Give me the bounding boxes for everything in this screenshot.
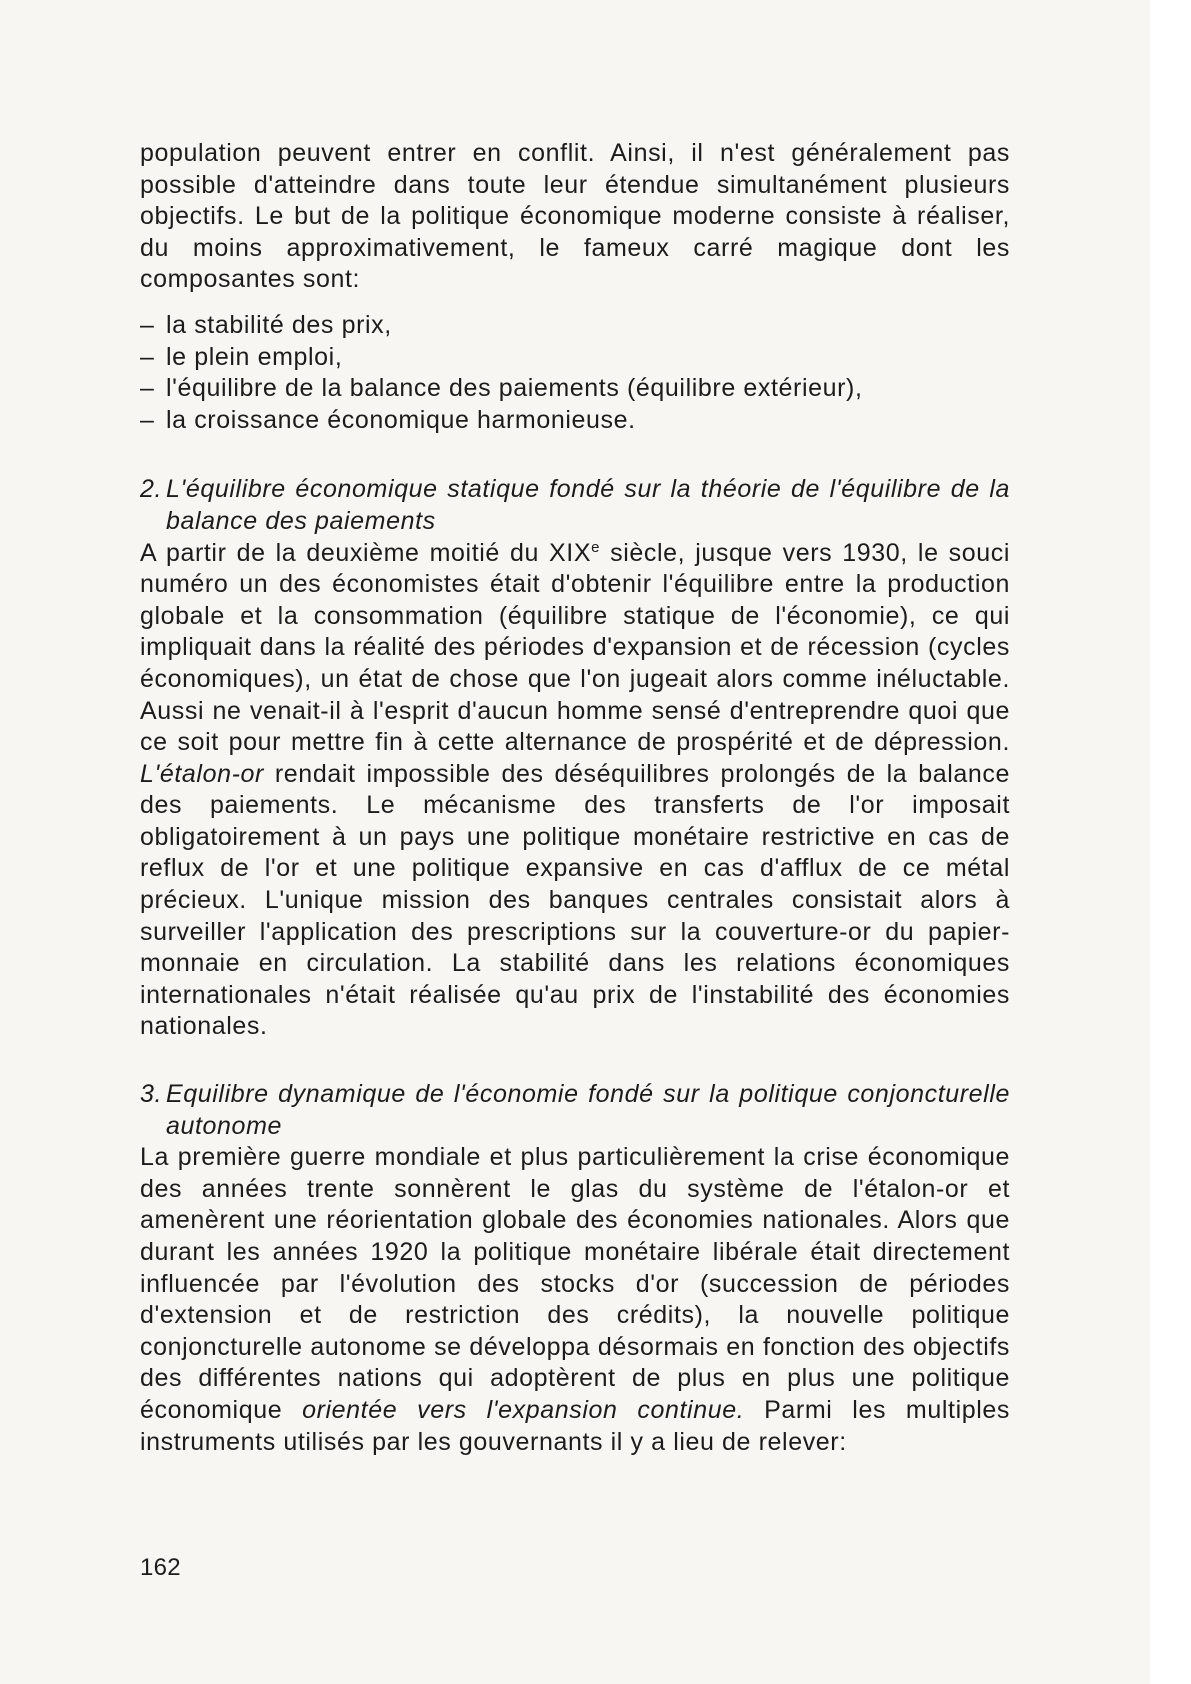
emphasis-text: L'étalon-or bbox=[140, 759, 264, 788]
section-3-title: Equilibre dynamique de l'économie fondé sur la politique conjoncturelle autonome bbox=[166, 1080, 1010, 1140]
paragraph-text: La première guerre mondiale et plus particulièrement la crise économique des années trente sonnèrent le glas du système de l'étalon-or et amenèrent une réorientation globale des économies nationales. Alors que durant les années 1920 la politique monétaire libérale était directement influencée par l'évolution des stocks d'or (succession de périodes d'extension et de restriction des crédits), la nouvelle politique conjoncturelle autonome se développa désormais en fonction des objectifs des différentes nations qui adoptèrent de plus en plus une politique économique bbox=[140, 1143, 1010, 1424]
paragraph-text: rendait impossible des déséquilibres prolongés de la balance des paiements. Le mécanisme des transferts de l'or imposait obligatoirement à un pays une politique monétaire restrictive en cas de reflux de l'or et une politique expansive en cas d'afflux de ce métal précieux. L'unique mission des banques centrales consistait alors à surveiller l'application des prescriptions sur la couverture-or du papier-monnaie en circulation. La stabilité dans les relations économiques internationales n'était réalisée qu'au prix de l'instabilité des économies nationales. bbox=[140, 759, 1010, 1041]
list-item-text: la stabilité des prix, bbox=[166, 310, 392, 339]
list-item-text: le plein emploi, bbox=[166, 342, 343, 371]
page-edge bbox=[1150, 0, 1191, 1684]
list-item-text: l'équilibre de la balance des paiements (équilibre extérieur), bbox=[166, 374, 863, 403]
page-number: 162 bbox=[140, 1554, 181, 1581]
section-2-heading bbox=[140, 474, 1010, 537]
section-3-heading bbox=[140, 1079, 1010, 1142]
paragraph-text: A partir de la deuxième moitié du XIX bbox=[140, 538, 592, 567]
list-item-text: la croissance économique harmonieuse. bbox=[166, 405, 636, 434]
list-item bbox=[140, 405, 1010, 437]
dash-marker: – bbox=[140, 342, 155, 371]
dash-marker: – bbox=[140, 374, 155, 403]
list-item bbox=[140, 342, 1010, 374]
section-2-title: L'équilibre économique statique fondé sur la théorie de l'équilibre de la balance des paiements bbox=[166, 475, 1010, 535]
superscript: e bbox=[591, 538, 601, 556]
paragraph-text: siècle, jusque vers 1930, le souci numéro un des économistes était d'obtenir l'équilibre entre la production globale et la consommation (équilibre statique de l'économie), ce qui impliquait dans la réalité des périodes d'expansion et de récession (cycles économiques), un état de chose que l'on jugeait alors comme inéluctable. Aussi ne venait-il à l'esprit d'aucun homme sensé d'entreprendre quoi que ce soit pour mettre fin à cette alternance de prospérité et de dépression. bbox=[140, 538, 1010, 757]
intro-paragraph: population peuvent entrer en conflit. Ainsi, il n'est généralement pas possible d'atteindre dans toute leur étendue simultanément plusieurs objectifs. Le but de la politique économique moderne consiste à réaliser, du moins approximativement, le fameux carré magique dont les composantes sont: bbox=[140, 139, 1010, 294]
emphasis-text: orientée vers l'expansion continue. bbox=[302, 1395, 745, 1424]
objectives-list bbox=[140, 310, 1010, 436]
section-2-paragraph bbox=[140, 538, 1010, 1044]
list-item bbox=[140, 373, 1010, 405]
paragraph-text: Parmi les multiples instruments utilisés par les gouvernants il y a lieu de relever: bbox=[140, 1395, 1010, 1456]
section-3-number: 3. bbox=[140, 1080, 163, 1109]
list-item bbox=[140, 310, 1010, 342]
section-2-number: 2. bbox=[140, 475, 163, 504]
dash-marker: – bbox=[140, 405, 155, 434]
dash-marker: – bbox=[140, 310, 155, 339]
text-block bbox=[140, 138, 1010, 1494]
section-3-paragraph bbox=[140, 1142, 1010, 1458]
